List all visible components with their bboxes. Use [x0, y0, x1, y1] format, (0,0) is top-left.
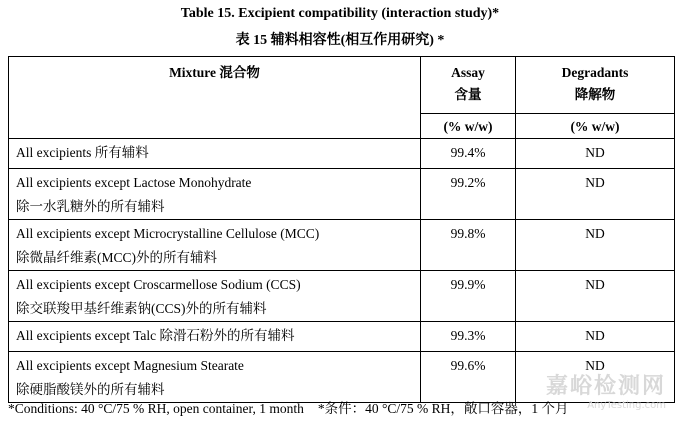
row-degradants: ND — [516, 322, 675, 352]
row-mixture-name: All excipients 所有辅料 — [9, 139, 421, 169]
watermark-en: AnyTesting.com — [587, 400, 666, 411]
header-assay: Assay 含量 (% w/w) — [421, 57, 516, 139]
row-degradants: ND — [516, 352, 675, 403]
row-assay: 99.6% — [421, 352, 516, 403]
row-mixture-name-cn: 除硬脂酸镁外的所有辅料 — [16, 382, 165, 397]
row-mixture-name: All excipients except Magnesium Stearate 除硬脂酸镁外的所有辅料 — [9, 352, 421, 403]
footnote — [8, 400, 569, 418]
table-row — [9, 220, 675, 271]
header-mixture: Mixture 混合物 — [9, 57, 421, 139]
footnote-cn: *条件：40 °C/75 % RH，敞口容器，1 个月 — [317, 401, 569, 416]
row-mixture-name-cn: 除微晶纤维素(MCC)外的所有辅料 — [16, 250, 218, 265]
row-assay: 99.3% — [421, 322, 516, 352]
header-degradants: Degradants 降解物 (% w/w) — [516, 57, 675, 139]
row-mixture-name: All excipients except Microcrystalline Cellulose (MCC) 除微晶纤维素(MCC)外的所有辅料 — [9, 220, 421, 271]
row-assay: 99.8% — [421, 220, 516, 271]
row-mixture-name: All excipients except Talc 除滑石粉外的所有辅料 — [9, 322, 421, 352]
table-header-row — [9, 57, 675, 139]
header-degradants-unit: (% w/w) — [516, 113, 674, 138]
table-title-cn: 表 15 辅料相容性(相互作用研究) * — [235, 33, 445, 48]
table-row — [9, 271, 675, 322]
row-assay: 99.4% — [421, 139, 516, 169]
header-degradants-cn: 降解物 — [574, 87, 616, 102]
footnote-en: *Conditions: 40 °C/75 % RH, open container, 1 month — [8, 401, 304, 416]
row-degradants: ND — [516, 271, 675, 322]
table-title-en: Table 15. Excipient compatibility (interaction study)* — [180, 6, 500, 21]
row-assay: 99.2% — [421, 169, 516, 220]
row-mixture-name: All excipients except Lactose Monohydrate 除一水乳糖外的所有辅料 — [9, 169, 421, 220]
row-degradants: ND — [516, 220, 675, 271]
header-assay-cn: 含量 — [454, 87, 482, 102]
row-assay: 99.9% — [421, 271, 516, 322]
row-mixture-name: All excipients except Croscarmellose Sodium (CCS) 除交联羧甲基纤维素钠(CCS)外的所有辅料 — [9, 271, 421, 322]
row-mixture-name-cn: 除一水乳糖外的所有辅料 — [16, 199, 165, 214]
watermark-cn: 嘉峪检测网 — [545, 374, 666, 399]
excipient-compatibility-table — [8, 56, 675, 403]
row-degradants: ND — [516, 169, 675, 220]
row-mixture-name-cn: 除交联羧甲基纤维素钠(CCS)外的所有辅料 — [16, 301, 267, 316]
table-row — [9, 169, 675, 220]
header-assay-unit: (% w/w) — [421, 113, 515, 138]
row-degradants: ND — [516, 139, 675, 169]
table-row — [9, 322, 675, 352]
table-row — [9, 139, 675, 169]
